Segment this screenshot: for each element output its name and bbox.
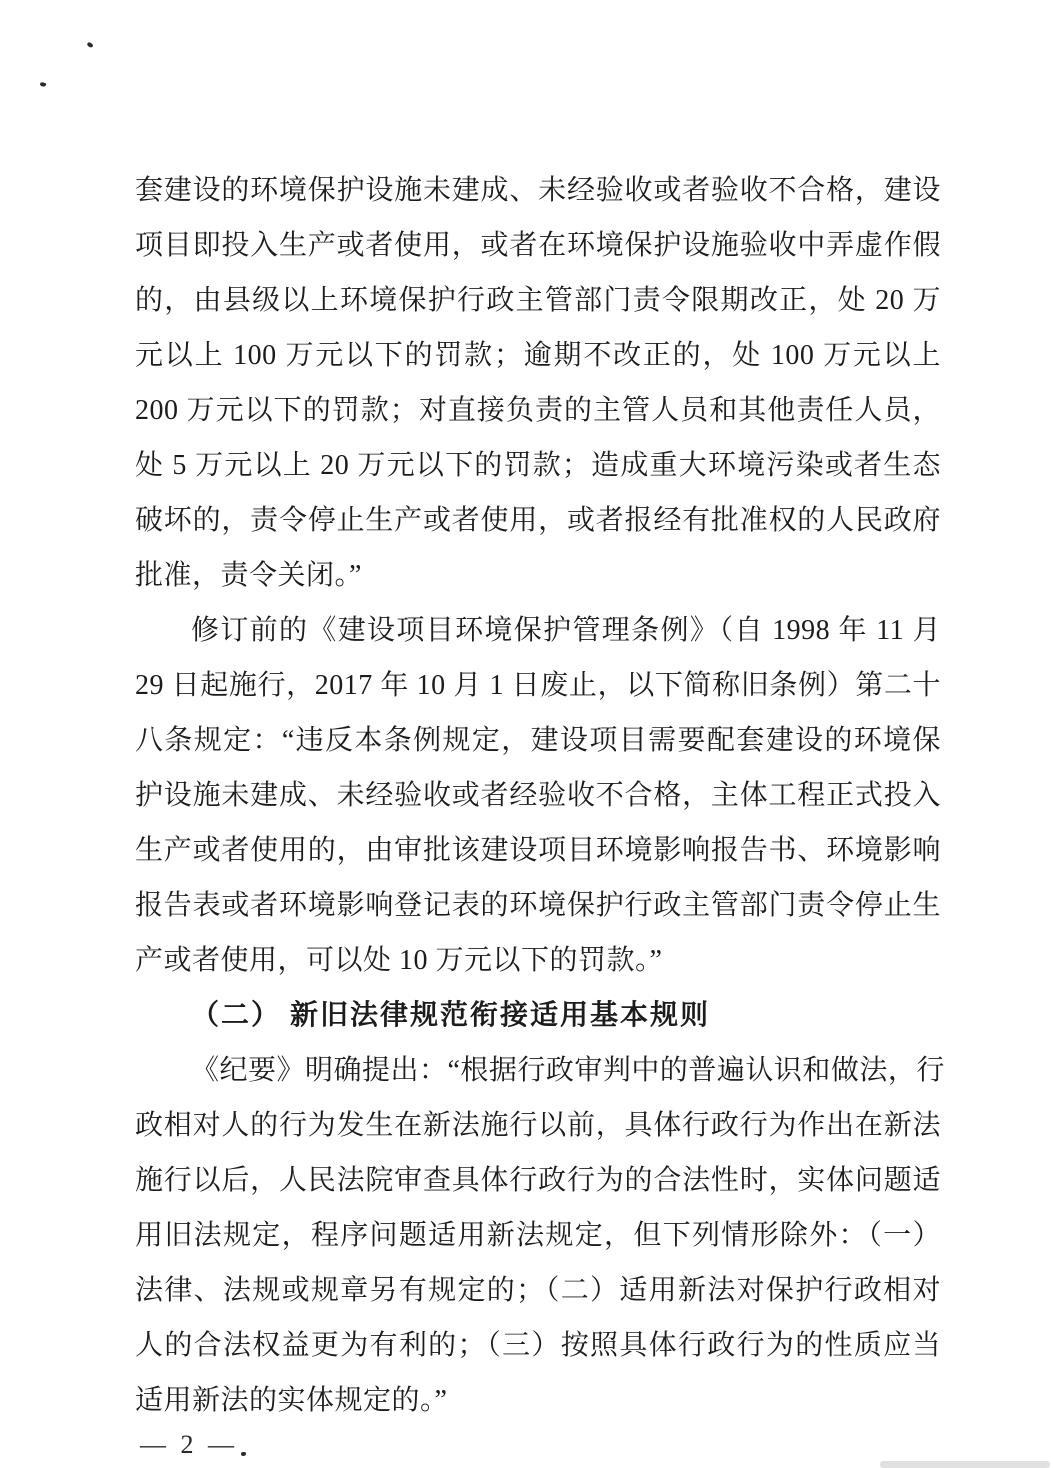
scan-speck xyxy=(40,82,47,87)
text-line: 八条规定：“违反本条例规定，建设项目需要配套建设的环境保 xyxy=(135,725,941,756)
text-line: 用旧法规定，程序问题适用新法规定，但下列情形除外：（一） xyxy=(135,1220,941,1251)
text-line: 产或者使用，可以处 10 万元以下的罚款。” xyxy=(135,945,663,976)
text-line: 修订前的《建设项目环境保护管理条例》（自 1998 年 11 月 xyxy=(191,615,941,646)
text-line: 项目即投入生产或者使用，或者在环境保护设施验收中弄虚作假 xyxy=(135,230,941,261)
text-line: 元以上 100 万元以下的罚款；逾期不改正的，处 100 万元以上 xyxy=(135,340,941,371)
document-body xyxy=(135,163,945,1428)
para-new-regulation-continued xyxy=(135,163,941,603)
text-line: 的，由县级以上环境保护行政主管部门责令限期改正，处 20 万 xyxy=(135,285,941,316)
scan-speck xyxy=(86,41,93,48)
text-line: 《纪要》明确提出：“根据行政审判中的普遍认识和做法，行 xyxy=(191,1055,945,1086)
text-line: （二） 新旧法律规范衔接适用基本规则 xyxy=(191,1000,711,1031)
text-line: 法律、法规或规章另有规定的；（二）适用新法对保护行政相对 xyxy=(135,1275,941,1306)
text-line: 处 5 万元以上 20 万元以下的罚款；造成重大环境污染或者生态 xyxy=(135,450,941,481)
text-line: 政相对人的行为发生在新法施行以前，具体行政行为作出在新法 xyxy=(135,1110,941,1141)
text-line: 适用新法的实体规定的。” xyxy=(135,1385,448,1416)
para-jiyao-rules xyxy=(135,1043,945,1428)
scan-speck xyxy=(241,1452,246,1456)
page-number: — 2 — xyxy=(140,1430,238,1459)
scan-smudge xyxy=(880,1461,1050,1468)
text-line: 施行以后，人民法院审查具体行政行为的合法性时，实体问题适 xyxy=(135,1165,941,1196)
text-line: 套建设的环境保护设施未建成、未经验收或者验收不合格，建设 xyxy=(135,175,941,206)
text-line: 破坏的，责令停止生产或者使用，或者报经有批准权的人民政府 xyxy=(135,505,941,536)
text-line: 人的合法权益更为有利的；（三）按照具体行政行为的性质应当 xyxy=(135,1330,941,1361)
text-line: 护设施未建成、未经验收或者经验收不合格，主体工程正式投入 xyxy=(135,780,941,811)
para-section-heading xyxy=(135,988,941,1043)
text-line: 200 万元以下的罚款；对直接负责的主管人员和其他责任人员， xyxy=(135,395,941,426)
text-line: 29 日起施行，2017 年 10 月 1 日废止，以下简称旧条例）第二十 xyxy=(135,670,941,701)
para-old-regulation xyxy=(135,603,941,988)
text-line: 生产或者使用的，由审批该建设项目环境影响报告书、环境影响 xyxy=(135,835,941,866)
text-line: 批准，责令关闭。” xyxy=(135,560,362,591)
text-line: 报告表或者环境影响登记表的环境保护行政主管部门责令停止生 xyxy=(135,890,941,921)
